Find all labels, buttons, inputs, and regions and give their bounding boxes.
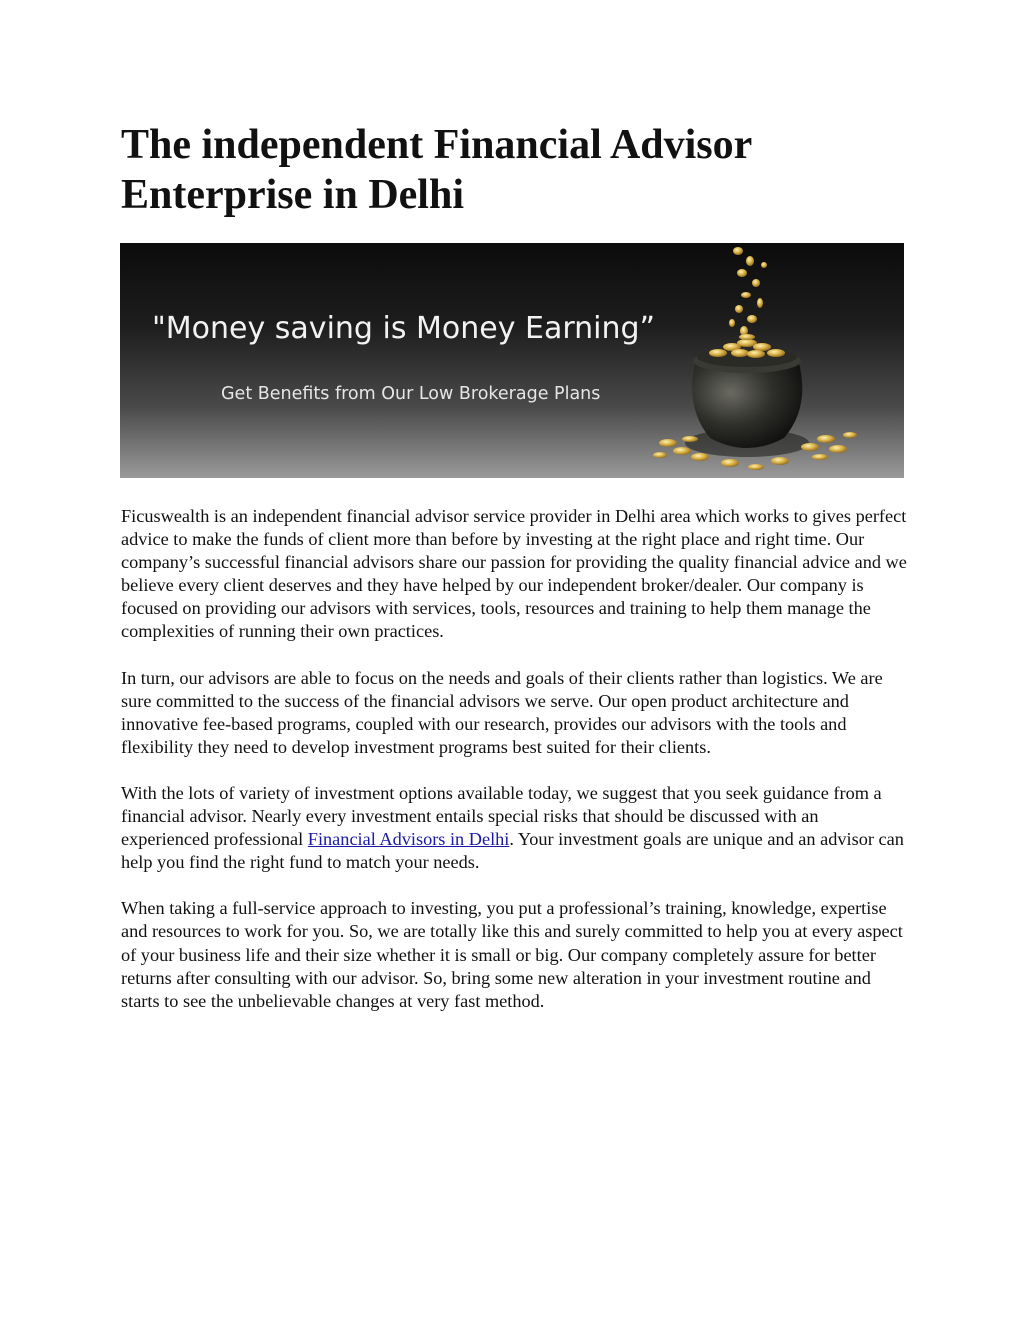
banner-subtitle: Get Benefits from Our Low Brokerage Plans bbox=[221, 384, 601, 404]
promo-banner bbox=[120, 243, 904, 478]
banner-quote: "Money saving is Money Earning” bbox=[152, 311, 656, 346]
pot-of-gold-coins-icon bbox=[120, 243, 904, 478]
article-body bbox=[121, 505, 907, 1036]
paragraph-3-text-before: With the lots of variety of investment options available today, we suggest that you seek guidance from a financial advisor. Nearly every investment entails special risks that should be discussed with an experienced professional bbox=[121, 782, 882, 850]
paragraph-3 bbox=[121, 782, 907, 874]
paragraph-1: Ficuswealth is an independent financial advisor service provider in Delhi area which works to gives perfect advice to make the funds of client more than before by investing at the right place and right time. Our company’s successful financial advisors share our passion for providing the quality financial advice and we believe every client deserves and they have helped by our independent broker/dealer. Our company is focused on providing our advisors with services, tools, resources and training to help them manage the complexities of running their own practices. bbox=[121, 506, 907, 642]
paragraph-4: When taking a full-service approach to investing, you put a professional’s training, knowledge, expertise and resources to work for you. So, we are totally like this and surely committed to help you at every aspect of your business life and their size whether it is small or big. Our company completely assure for better returns after consulting with our advisor. So, bring some new alteration in your investment routine and starts to see the unbelievable changes at very fast method. bbox=[121, 898, 903, 1011]
paragraph-2: In turn, our advisors are able to focus on the needs and goals of their clients rather than logistics. We are sure committed to the success of the financial advisors we serve. Our open product architecture and innovative fee-based programs, coupled with our research, provides our advisors with the tools and flexibility they need to develop investment programs best suited for their clients. bbox=[121, 667, 883, 757]
paragraph-3-text-after: . Your investment goals are unique and an advisor can help you find the right fund to match your needs. bbox=[121, 829, 904, 873]
page-title: The independent Financial Advisor Enterprise in Delhi bbox=[121, 122, 752, 218]
financial-advisors-delhi-link[interactable]: Financial Advisors in Delhi bbox=[307, 829, 510, 850]
